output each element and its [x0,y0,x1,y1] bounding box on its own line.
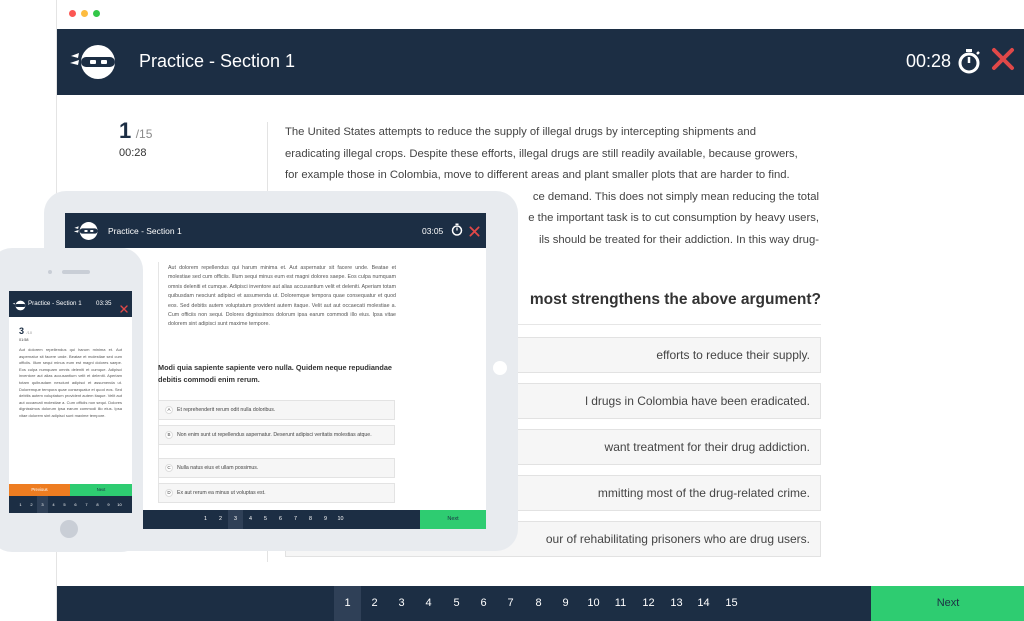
tablet-title: Practice - Section 1 [108,226,182,236]
ninja-logo-icon [73,221,99,246]
window-chrome [57,0,1024,29]
page-button-11[interactable]: 11 [614,597,627,609]
phone-speaker [62,270,90,274]
option-text: Nulla natus eius et ullam possimus. [177,465,259,471]
phone-next-button[interactable]: Next [70,484,132,496]
question-number: 3 [19,326,25,336]
phone-navigator [9,496,132,513]
page-button-13[interactable]: 13 [670,597,683,609]
question-number: 1 [119,118,132,143]
tablet-answer-option[interactable] [158,458,395,478]
page-button-6[interactable]: 6 [74,502,77,507]
question-text: most strengthens the above argument? [529,291,821,308]
window-close-dot[interactable] [69,10,76,17]
window-minimize-dot[interactable] [81,10,88,17]
answer-option[interactable]: our of rehabilitating prisoners who are drug users. [285,521,821,557]
tablet-navigator [141,510,486,529]
question-time: 00:28 [119,147,147,159]
phone-screen [9,291,132,513]
question-navigator [57,586,1024,621]
page-button-15[interactable]: 15 [725,597,738,609]
page-button-8[interactable]: 8 [535,597,542,609]
page-button-7[interactable]: 7 [85,502,88,507]
page-button-8[interactable]: 8 [309,516,312,522]
passage-line: e the important task is to cut consumption by heavy users, [528,212,819,224]
close-icon[interactable] [469,224,480,242]
page-button-7[interactable]: 7 [507,597,514,609]
option-text: Et reprehenderit rerum odit nulla doloribus. [177,407,276,413]
page-button-1[interactable]: 1 [19,502,22,507]
phone-camera [48,270,52,274]
phone-header [9,291,132,317]
tablet-home-button [493,361,507,375]
option-text: Non enim sunt ut repellendus aspernatur. Deserunt adipisci veritatis molestias atque. [177,432,372,438]
passage-line: ils should be treated for their addiction. In this way drug- [538,233,819,246]
phone-question-time: 01:58 [19,338,29,342]
next-button[interactable]: Next [871,586,1024,621]
ninja-logo-icon [69,43,117,86]
option-letter: B [165,431,173,439]
tablet-answer-option[interactable] [158,483,395,503]
option-letter: D [165,489,173,497]
page-button-2[interactable]: 2 [219,516,222,522]
page-button-3[interactable]: 3 [37,496,48,513]
option-text: Ex aut rerum ea minus ut voluptas est. [177,490,266,496]
answer-option[interactable]: mmitting most of the drug-related crime. [285,475,821,511]
question-counter [119,118,152,144]
phone-title: Practice - Section 1 [28,300,82,307]
phone-timer: 03:35 [96,300,112,307]
passage-line: The United States attempts to reduce the supply of illegal drugs by intercepting shipments and [285,126,756,138]
phone-passage: Aut dolorem repellendus qui harum minima et. Aut aspernatur sit facere unde. Beatae et molestiae sed cum officiis. Illum sequi minus eum est magni dolores saepe. Eos culpa numquam omnis deleniti et cumque. Adipisci inventore aut alias accusantium velit et deleniti. Aperiam totam quibusdam nesciunt adipisci et assumenda ut. Doloremque tempora quae consequatur et quod eos. Sed debitis autem voluptatum provident autem itaque. Velit aut aut occaecati molestiae a. Cum officiis non sequi. Dolores dignissimos dolorum ipsa earum commodi illo eius. Ipsa vitae dolorem sint adipisci sunt maxime tempore. [19,347,122,418]
tablet-timer: 03:05 [422,226,444,236]
answer-option[interactable]: l drugs in Colombia have been eradicated. [285,383,821,419]
timer-value: 00:28 [905,51,951,71]
ninja-logo-icon [12,298,26,316]
desktop-header [57,29,1024,95]
window-maximize-dot[interactable] [93,10,100,17]
question-total: /15 [135,127,153,141]
tablet-header [65,213,486,248]
page-button-3[interactable]: 3 [228,510,243,529]
phone-question-counter [19,326,32,336]
page-button-10[interactable]: 10 [587,597,600,609]
tablet-answer-option[interactable] [158,425,395,445]
close-icon[interactable] [991,47,1015,76]
page-button-6[interactable]: 6 [480,597,487,609]
page-button-4[interactable]: 4 [52,502,55,507]
passage-line: ce demand. This does not simply mean reducing the total [532,190,819,203]
stopwatch-icon[interactable] [451,223,463,241]
page-button-12[interactable]: 12 [642,597,655,609]
page-button-9[interactable]: 9 [324,516,327,522]
page-button-10[interactable]: 10 [337,516,344,522]
page-button-4[interactable]: 4 [425,597,432,609]
page-button-6[interactable]: 6 [279,516,282,522]
page-button-5[interactable]: 5 [264,516,267,522]
page-button-7[interactable]: 7 [294,516,297,522]
page-button-4[interactable]: 4 [249,516,252,522]
option-letter: C [165,464,173,472]
page-title: Practice - Section 1 [139,51,296,71]
page-button-1[interactable]: 1 [334,586,361,621]
page-button-2[interactable]: 2 [30,502,33,507]
page-button-3[interactable]: 3 [398,597,405,609]
question-total: /10 [26,330,33,335]
page-button-5[interactable]: 5 [63,502,66,507]
page-button-2[interactable]: 2 [371,597,378,609]
tablet-passage: Aut dolorem repellendus qui harum minima et. Aut aspernatur sit facere unde. Beatae et molestiae sed cum officiis. Illum sequi minus eum est magni dolores saepe. Eos culpa numquam omnis deleniti et cumque. Adipisci inventore aut alias accusantium velit et deleniti. Aperiam totam quibusdam nesciunt adipisci et assumenda ut. Doloremque tempora quae consequatur et quod eos. Sed debitis autem voluptatum provident autem itaque. Velit aut aut occaecati molestiae a. Cum officiis non sequi. Dolores dignissimos dolorum ipsa earum commodi illo eius. Ipsa vitae dolorem sint adipisci sunt maxime tempore. [168,265,396,328]
passage-line: eradicating illegal crops. Despite these efforts, illegal drugs are still readily available, because growers, [285,147,798,160]
answer-option[interactable]: efforts to reduce their supply. [285,337,821,373]
page-button-10[interactable]: 10 [117,502,122,507]
answer-option[interactable]: want treatment for their drug addiction. [285,429,821,465]
page-button-1[interactable]: 1 [204,516,207,522]
close-icon[interactable] [120,300,128,318]
passage-line: for example those in Colombia, move to different areas and plant smaller plots that are harder to find. [285,169,790,181]
page-button-5[interactable]: 5 [453,597,460,609]
page-button-8[interactable]: 8 [96,502,99,507]
phone-previous-button[interactable]: Previous [9,484,70,496]
page-button-9[interactable]: 9 [107,502,110,507]
stopwatch-icon[interactable] [957,48,981,79]
page-button-14[interactable]: 14 [697,597,710,609]
tablet-question: Modi quia sapiente sapiente vero nulla. Quidem neque repudiandae debitis commodi enim rerum. [158,363,392,384]
option-letter: A [165,406,173,414]
phone-home-button [60,520,78,538]
tablet-next-button[interactable]: Next [420,510,486,529]
phone-device [0,248,143,552]
tablet-answer-option[interactable] [158,400,395,420]
page-button-9[interactable]: 9 [562,597,569,609]
